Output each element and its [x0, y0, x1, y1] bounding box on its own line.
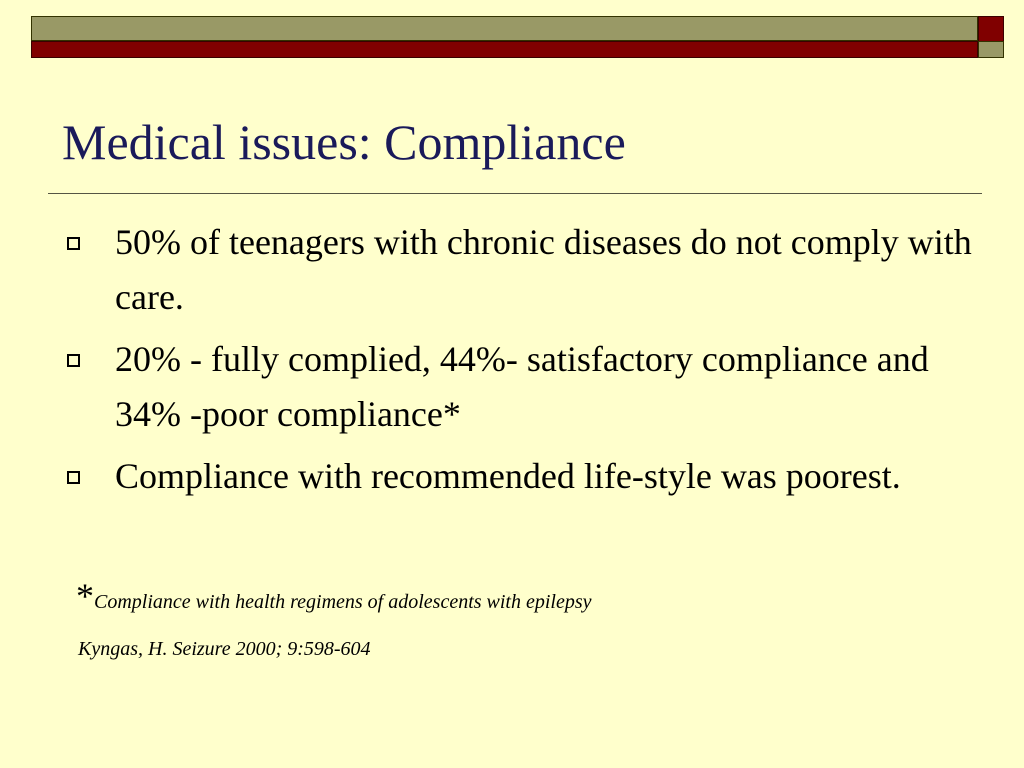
bullet-list — [66, 215, 976, 511]
square-bullet-icon — [67, 471, 80, 484]
footnote-text: Compliance with health regimens of adolescents with epilepsy — [94, 591, 592, 613]
header-decor-square-olive — [978, 41, 1004, 58]
bullet-item — [66, 449, 976, 504]
title-divider — [48, 193, 982, 194]
bullet-text: 20% - fully complied, 44%- satisfactory compliance and 34% -poor compliance* — [115, 339, 929, 434]
bullet-item — [66, 332, 976, 442]
header-decor-bar-olive — [31, 16, 978, 41]
bullet-text: 50% of teenagers with chronic diseases do not comply with care. — [115, 222, 972, 317]
footnote — [76, 578, 592, 614]
bullet-text: Compliance with recommended life-style was poorest. — [115, 456, 901, 496]
footnote-marker: * — [76, 576, 94, 616]
header-decor-square-maroon — [978, 16, 1004, 42]
square-bullet-icon — [67, 237, 80, 250]
citation: Kyngas, H. Seizure 2000; 9:598-604 — [78, 638, 371, 660]
square-bullet-icon — [67, 354, 80, 367]
slide-title: Medical issues: Compliance — [62, 114, 626, 170]
bullet-item — [66, 215, 976, 325]
header-decor-bar-maroon — [31, 41, 978, 58]
